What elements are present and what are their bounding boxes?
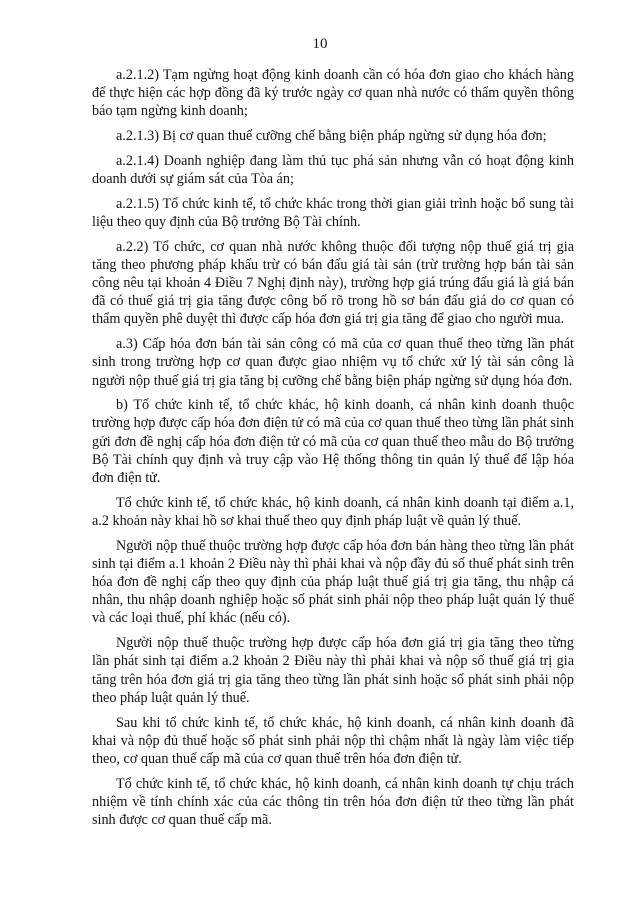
paragraph-a-3: a.3) Cấp hóa đơn bán tài sản công có mã của cơ quan thuế theo từng lần phát sinh trong trường hợp cơ quan được giao nhiệm vụ tổ chức xử lý tài sản công là người nộp thuế giá trị gia tăng bị cưỡng chế bằng biện pháp ngừng sử dụng hóa đơn. <box>92 336 574 389</box>
page-number: 10 <box>312 36 328 52</box>
paragraph-vat-invoice-taxpayer: Người nộp thuế thuộc trường hợp được cấp hóa đơn giá trị gia tăng theo từng lần phát sinh tại điểm a.2 khoản 2 Điều này thì phải khai và nộp số thuế giá trị gia tăng trên hóa đơn giá trị gia tăng theo từng lần phát sinh hoặc số phát sinh phải nộp theo pháp luật quản lý thuế. <box>92 635 574 706</box>
paragraph-b: b) Tổ chức kinh tế, tổ chức khác, hộ kinh doanh, cá nhân kinh doanh thuộc trường hợp được cấp hóa đơn điện tử có mã của cơ quan thuế theo từng lần phát sinh gửi đơn đề nghị cấp hóa đơn điện tử có mã của cơ quan thuế theo mẫu do Bộ trưởng Bộ Tài chính quy định và truy cập vào Hệ thống thông tin quản lý thuế để lập hóa đơn điện tử. <box>92 397 574 487</box>
document-body <box>92 66 574 836</box>
paragraph-a-2-1-2: a.2.1.2) Tạm ngừng hoạt động kinh doanh cần có hóa đơn giao cho khách hàng để thực hiện các hợp đồng đã ký trước ngày cơ quan nhà nước có thẩm quyền thông báo tạm ngừng kinh doanh; <box>92 67 574 120</box>
paragraph-responsibility: Tổ chức kinh tế, tổ chức khác, hộ kinh doanh, cá nhân kinh doanh tự chịu trách nhiệm về tính chính xác của các thông tin trên hóa đơn điện tử theo từng lần phát sinh được cơ quan thuế cấp mã. <box>92 775 574 829</box>
paragraph-a-2-1-5: a.2.1.5) Tổ chức kinh tế, tổ chức khác trong thời gian giải trình hoặc bổ sung tài liệu theo quy định của Bộ trưởng Bộ Tài chính. <box>92 195 574 230</box>
paragraph-a-2-2: a.2.2) Tổ chức, cơ quan nhà nước không thuộc đối tượng nộp thuế giá trị gia tăng theo phương pháp khấu trừ có bán đấu giá tài sản (trừ trường hợp bán tài sản công nêu tại khoản 4 Điều 7 Nghị định này), trường hợp giá trúng đấu giá là giá bán đã có thuế giá trị gia tăng được công bố rõ trong hồ sơ bán đấu giá do cơ quan có thẩm quyền phê duyệt thì được cấp hóa đơn giá trị gia tăng để giao cho người mua. <box>92 238 574 328</box>
paragraph-sales-invoice-taxpayer: Người nộp thuế thuộc trường hợp được cấp hóa đơn bán hàng theo từng lần phát sinh tại điểm a.1 khoản 2 Điều này thì phải khai và nộp đầy đủ số thuế phát sinh trên hóa đơn đề nghị cấp theo quy định của pháp luật thuế giá trị gia tăng, thu nhập cá nhân, thu nhập doanh nghiệp hoặc số phát sinh phải nộp theo pháp luật quản lý thuế và các loại thuế, phí khác (nếu có). <box>92 537 574 627</box>
paragraph-tax-filing: Tổ chức kinh tế, tổ chức khác, hộ kinh doanh, cá nhân kinh doanh tại điểm a.1, a.2 khoản này khai hồ sơ khai thuế theo quy định pháp luật về quản lý thuế. <box>92 494 574 529</box>
paragraph-code-issuance: Sau khi tổ chức kinh tế, tổ chức khác, hộ kinh doanh, cá nhân kinh doanh đã khai và nộp đủ thuế hoặc số phát sinh phải nộp thì chậm nhất là ngày làm việc tiếp theo, cơ quan thuế cấp mã của cơ quan thuế trên hóa đơn điện tử. <box>92 714 574 767</box>
paragraph-a-2-1-3: a.2.1.3) Bị cơ quan thuế cưỡng chế bằng biện pháp ngừng sử dụng hóa đơn; <box>116 128 547 145</box>
paragraph-a-2-1-4: a.2.1.4) Doanh nghiệp đang làm thủ tục phá sản nhưng vẫn có hoạt động kinh doanh dưới sự giám sát của Tòa án; <box>92 152 574 188</box>
